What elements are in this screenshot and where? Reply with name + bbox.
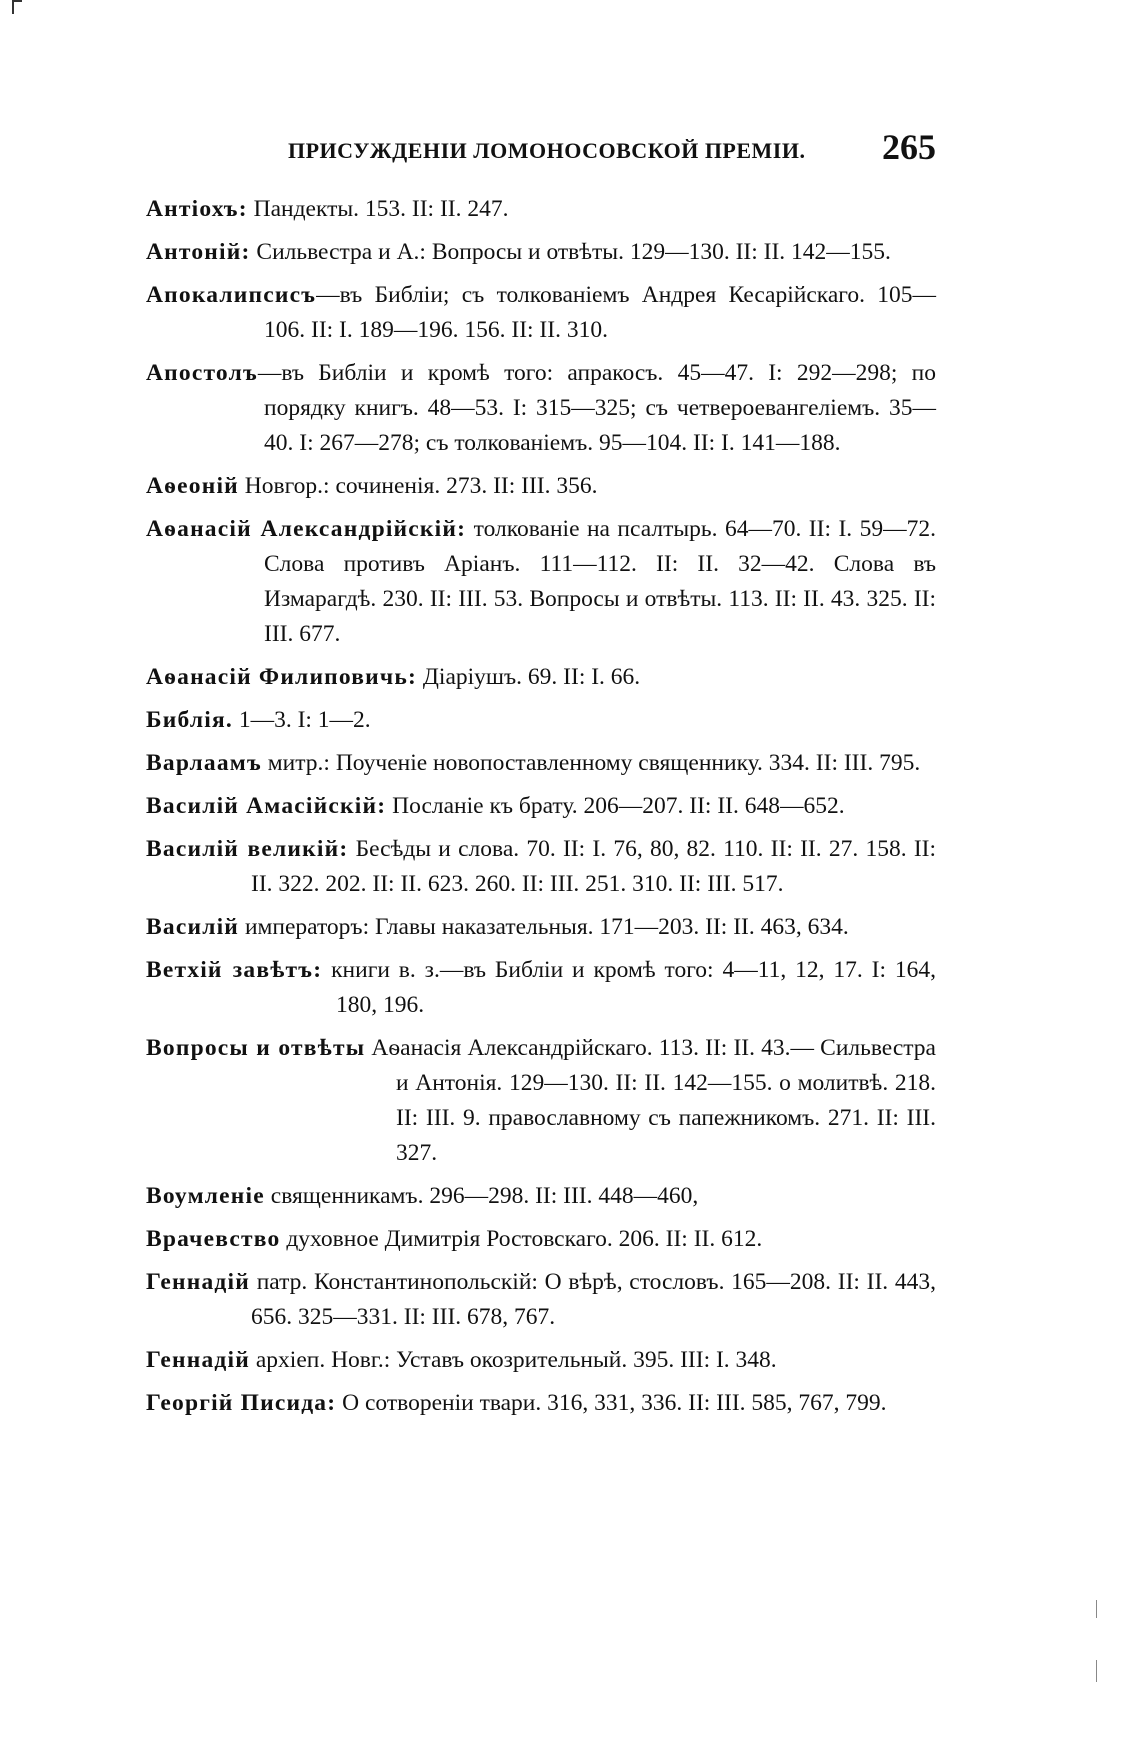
entry-text: Сильвестра и А.: Вопросы и отвѣты. 129—130. II: II. 142—155. [256, 239, 891, 265]
index-entry [146, 356, 936, 461]
index-entry [146, 660, 936, 695]
entry-heading: Воумленіе [146, 1183, 265, 1209]
entry-text: книги в. з.—въ Библіи и кромѣ того: 4—11, 12, 17. I: 164, 180, 196. [331, 957, 936, 1018]
index-entry [146, 746, 936, 781]
entry-heading: Ветхій завѣтъ: [146, 957, 323, 983]
entry-heading: Вопросы и отвѣты [146, 1035, 366, 1061]
entry-heading: Георгій Писида: [146, 1390, 337, 1416]
entry-heading: Антоній: [146, 239, 251, 265]
entry-text: духовное Димитрія Ростовскаго. 206. II: II. 612. [286, 1226, 763, 1252]
index-entry [146, 953, 936, 1023]
page-number: 265 [882, 127, 936, 167]
entry-heading: Библія. [146, 707, 233, 733]
entry-text: патр. Константинопольскій: О вѣрѣ, стословъ. 165—208. II: II. 443, 656. 325—331. II: III. 678, 767. [251, 1269, 937, 1330]
entry-heading: Апостолъ [146, 360, 258, 386]
index-entry [146, 1265, 936, 1335]
entry-text: О сотвореніи твари. 316, 331, 336. II: III. 585, 767, 799. [342, 1390, 887, 1416]
entry-text: Аѳанасія Александрійскаго. 113. II: II. 43.— Сильвестра и Антонія. 129—130. II: II. 142—155. о молитвѣ. 218. II: III. 9. православному съ папежникомъ. 271. II: III. 327. [371, 1035, 936, 1166]
entry-heading: Аѳанасій Александрійскій: [146, 516, 467, 542]
entry-text: Посланіе къ брату. 206—207. II: II. 648—652. [392, 793, 845, 819]
index-entry [146, 1031, 936, 1171]
index-entry [146, 278, 936, 348]
entry-text: Діаріушъ. 69. II: I. 66. [422, 664, 641, 690]
index-entry [146, 1386, 936, 1421]
entry-text: —въ Библіи; съ толкованіемъ Андрея Кесарійскаго. 105—106. II: I. 189—196. 156. II: II. 310. [264, 282, 936, 343]
entry-heading: Аѳеоній [146, 473, 239, 499]
index-entries [146, 192, 936, 1429]
entry-text: Бесѣды и слова. 70. II: I. 76, 80, 82. 110. II: II. 27. 158. II: II. 322. 202. II: II. 623. 260. II: III. 251. 310. II: III. 517. [251, 836, 937, 897]
index-entry [146, 469, 936, 504]
index-entry [146, 910, 936, 945]
index-entry [146, 832, 936, 902]
entry-heading: Апокалипсисъ [146, 282, 317, 308]
margin-mark [1096, 1600, 1097, 1618]
entry-text: Новгор.: сочиненія. 273. II: III. 356. [244, 473, 598, 499]
entry-heading: Антіохъ: [146, 196, 248, 222]
margin-mark [1096, 1660, 1097, 1682]
index-entry [146, 1343, 936, 1378]
entry-text: священникамъ. 296—298. II: III. 448—460, [270, 1183, 699, 1209]
entry-text: Пандекты. 153. II: II. 247. [253, 196, 509, 222]
entry-heading: Василій великій: [146, 836, 349, 862]
entry-heading: Геннадій [146, 1269, 250, 1295]
entry-text: митр.: Поученіе новопоставленному священнику. 334. II: III. 795. [267, 750, 921, 776]
page-header [288, 126, 936, 170]
entry-text: толкованіе на псалтырь. 64—70. II: I. 59—72. Слова противъ Аріанъ. 111—112. II: II. 32—42. Слова въ Измарагдѣ. 230. II: III. 53. Вопросы и отвѣты. 113. II: II. 43. 325. II: III. 677. [264, 516, 936, 647]
index-entry [146, 703, 936, 738]
index-entry [146, 1222, 936, 1257]
running-title: ПРИСУЖДЕНІИ ЛОМОНОСОВСКОЙ ПРЕМІИ. [288, 138, 806, 163]
index-entry [146, 1179, 936, 1214]
entry-heading: Варлаамъ [146, 750, 262, 776]
index-entry [146, 789, 936, 824]
entry-heading: Аѳанасій Филиповичь: [146, 664, 418, 690]
entry-text: императоръ: Главы наказательныя. 171—203. II: II. 463, 634. [244, 914, 849, 940]
entry-text: —въ Библіи и кромѣ того: апракосъ. 45—47. I: 292—298; по порядку книгъ. 48—53. I: 315—325; съ четвероевангеліемъ. 35—40. I: 267—278; съ толкованіемъ. 95—104. II: I. 141—188. [257, 360, 936, 456]
index-entry [146, 512, 936, 652]
entry-heading: Василій [146, 914, 240, 940]
index-entry [146, 192, 936, 227]
scan-corner-mark [12, 0, 22, 14]
entry-heading: Врачевство [146, 1226, 281, 1252]
entry-text: архіеп. Новг.: Уставъ окозрительный. 395. III: I. 348. [255, 1347, 777, 1373]
entry-text: 1—3. I: 1—2. [238, 707, 371, 733]
entry-heading: Василій Амасійскій: [146, 793, 387, 819]
index-entry [146, 235, 936, 270]
entry-heading: Геннадій [146, 1347, 250, 1373]
